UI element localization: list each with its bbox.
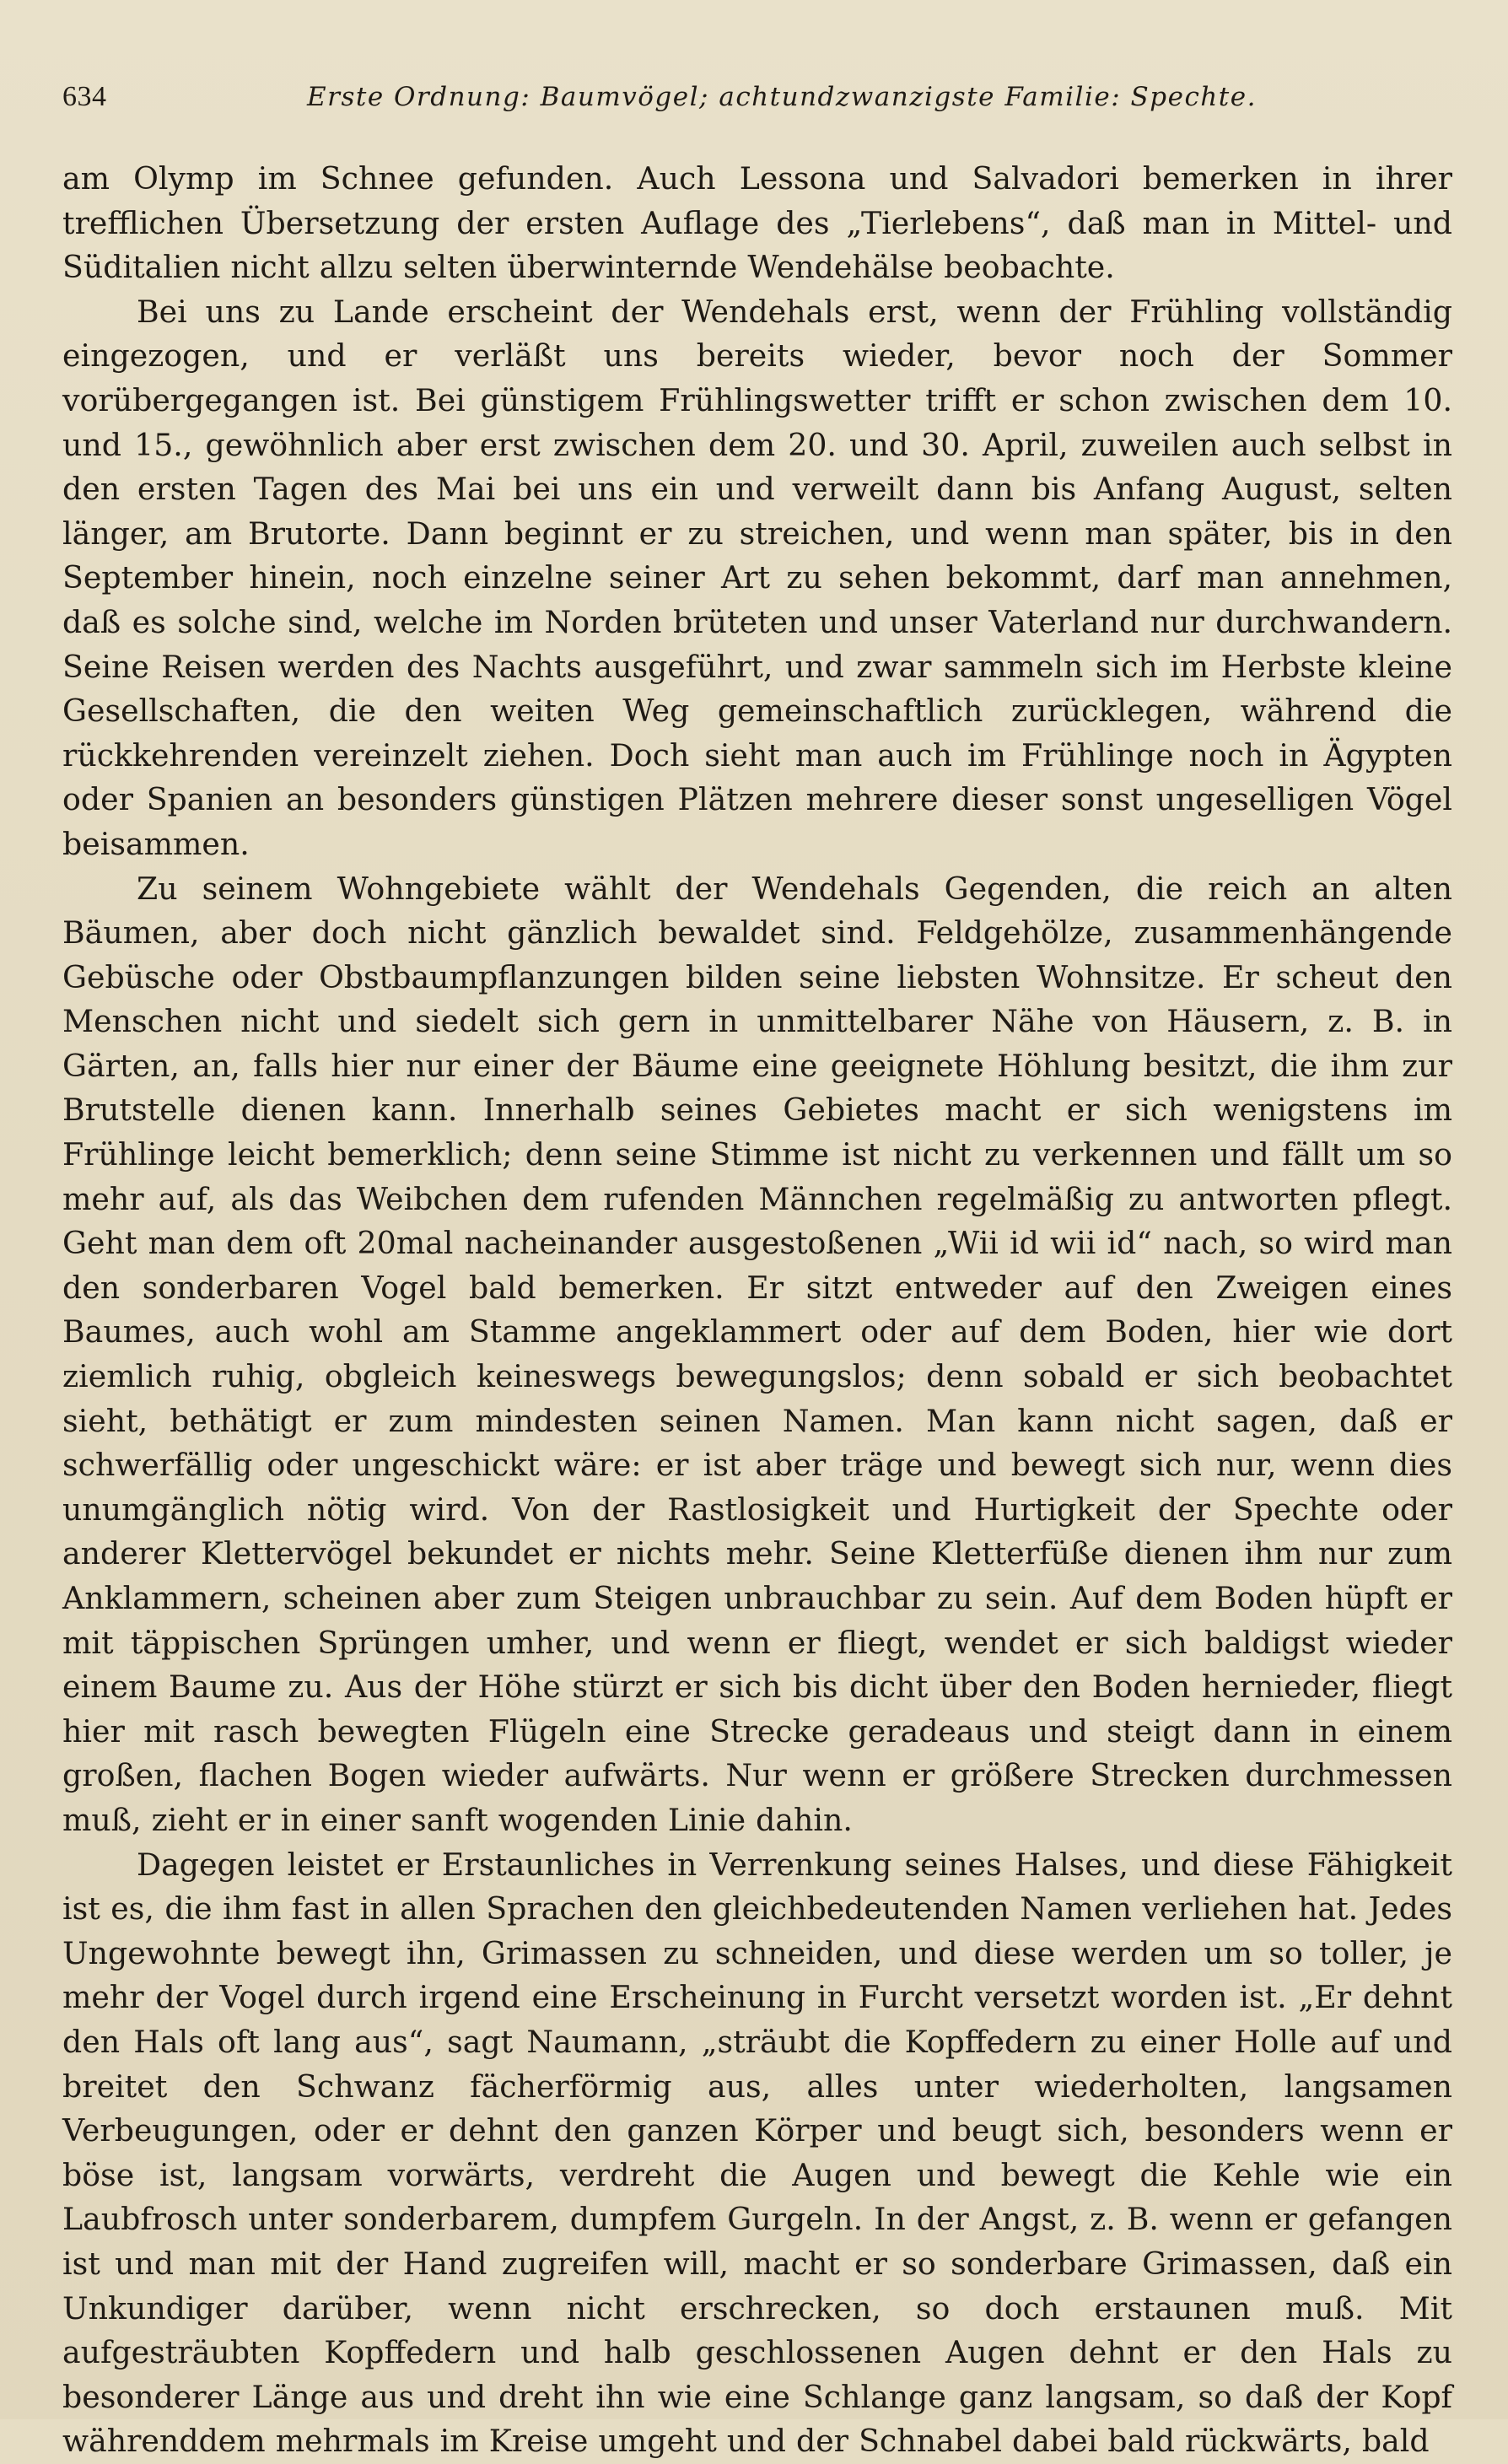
- page-number: 634: [62, 81, 107, 112]
- page-header: [62, 81, 1452, 140]
- paragraph-habitat: Zu seinem Wohngebiete wählt der Wendehals Gegenden, die reich an alten Bäumen, aber doch nicht gänzlich bewaldet sind. Feldgehölze, zusammenhängende Gebüsche oder Obstbaumpflanzungen bilden seine liebsten Wohnsitze. Er scheut den Menschen nicht und siedelt sich gern in unmittelbarer Nähe von Häusern, z. B. in Gärten, an, falls hier nur einer der Bäume eine geeignete Höhlung besitzt, die ihm zur Brutstelle dienen kann. Innerhalb seines Gebietes macht er sich wenigstens im Frühlinge leicht bemerklich; denn seine Stimme ist nicht zu verkennen und fällt um so mehr auf, als das Weibchen dem rufenden Männchen regelmäßig zu antworten pflegt. Geht man dem oft 20mal nacheinander ausgestoßenen „Wii id wii id“ nach, so wird man den sonderbaren Vogel bald bemerken. Er sitzt entweder auf den Zweigen eines Baumes, auch wohl am Stamme angeklammert oder auf dem Boden, hier wie dort ziemlich ruhig, obgleich keineswegs bewegungslos; denn sobald er sich beobachtet sieht, bethätigt er zum mindesten seinen Namen. Man kann nicht sagen, daß er schwerfällig oder ungeschickt wäre: er ist aber träge und bewegt sich nur, wenn dies unumgänglich nötig wird. Von der Rastlosigkeit und Hurtigkeit der Spechte oder anderer Klettervögel bekundet er nichts mehr. Seine Kletterfüße dienen ihm nur zum Anklammern, scheinen aber zum Steigen unbrauchbar zu sein. Auf dem Boden hüpft er mit täppischen Sprüngen umher, und wenn er fliegt, wendet er sich baldigst wieder einem Baume zu. Aus der Höhe stürzt er sich bis dicht über den Boden hernieder, fliegt hier mit rasch bewegten Flügeln eine Strecke geradeaus und steigt dann in einem großen, flachen Bogen wieder aufwärts. Nur wenn er größere Strecken durchmessen muß, zieht er in einer sanft wogenden Linie dahin.: [62, 870, 1452, 1838]
- paragraph-neck-twisting: Dagegen leistet er Erstaunliches in Verrenkung seines Halses, und diese Fähigkeit ist es, die ihm fast in allen Sprachen den gleichbedeutenden Namen verliehen hat. Jedes Ungewohnte bewegt ihn, Grimassen zu schneiden, und diese werden um so toller, je mehr der Vogel durch irgend eine Erscheinung in Furcht versetzt worden ist. „Er dehnt den Hals oft lang aus“, sagt Naumann, „sträubt die Kopffedern zu einer Holle auf und breitet den Schwanz fächerförmig aus, alles unter wiederholten, langsamen Verbeugungen, oder er dehnt den ganzen Körper und beugt sich, besonders wenn er böse ist, langsam vorwärts, verdreht die Augen und bewegt die Kehle wie ein Laubfrosch unter sonderbarem, dumpfem Gurgeln. In der Angst, z. B. wenn er gefangen ist und man mit der Hand zugreifen will, macht er so sonderbare Grimassen, daß ein Unkundiger darüber, wenn nicht erschrecken, so doch erstaunen muß. Mit aufgesträubten Kopffedern und halb geschlossenen Augen dehnt er den Hals zu besonderer Länge aus und dreht ihn wie eine Schlange ganz langsam, so daß der Kopf währenddem mehrmals im Kreise umgeht und der Schnabel dabei bald rückwärts, bald: [62, 1846, 1452, 2460]
- body-text: [62, 157, 1452, 2464]
- paragraph-continuation: am Olymp im Schnee gefunden. Auch Lessona und Salvadori bemerken in ihrer trefflichen Übersetzung der ersten Auflage des „Tierlebens“, daß man in Mittel- und Süditalien nicht allzu selten überwinternde Wendehälse beobachte.: [62, 160, 1452, 286]
- running-head: Erste Ordnung: Baumvögel; achtundzwanzigste Familie: Spechte.: [307, 82, 1257, 112]
- paragraph-migration: Bei uns zu Lande erscheint der Wendehals erst, wenn der Frühling vollständig eingezogen, und er verläßt uns bereits wieder, bevor noch der Sommer vorübergegangen ist. Bei günstigem Frühlingswetter trifft er schon zwischen dem 10. und 15., gewöhnlich aber erst zwischen dem 20. und 30. April, zuweilen auch selbst in den ersten Tagen des Mai bei uns ein und verweilt dann bis Anfang August, selten länger, am Brutorte. Dann beginnt er zu streichen, und wenn man später, bis in den September hinein, noch einzelne seiner Art zu sehen bekommt, darf man annehmen, daß es solche sind, welche im Norden brüteten und unser Vaterland nur durchwandern. Seine Reisen werden des Nachts ausgeführt, und zwar sammeln sich im Herbste kleine Gesellschaften, die den weiten Weg gemeinschaftlich zurücklegen, während die rückkehrenden vereinzelt ziehen. Doch sieht man auch im Frühlinge noch in Ägypten oder Spanien an besonders günstigen Plätzen mehrere dieser sonst ungeselligen Vögel beisammen.: [62, 293, 1452, 862]
